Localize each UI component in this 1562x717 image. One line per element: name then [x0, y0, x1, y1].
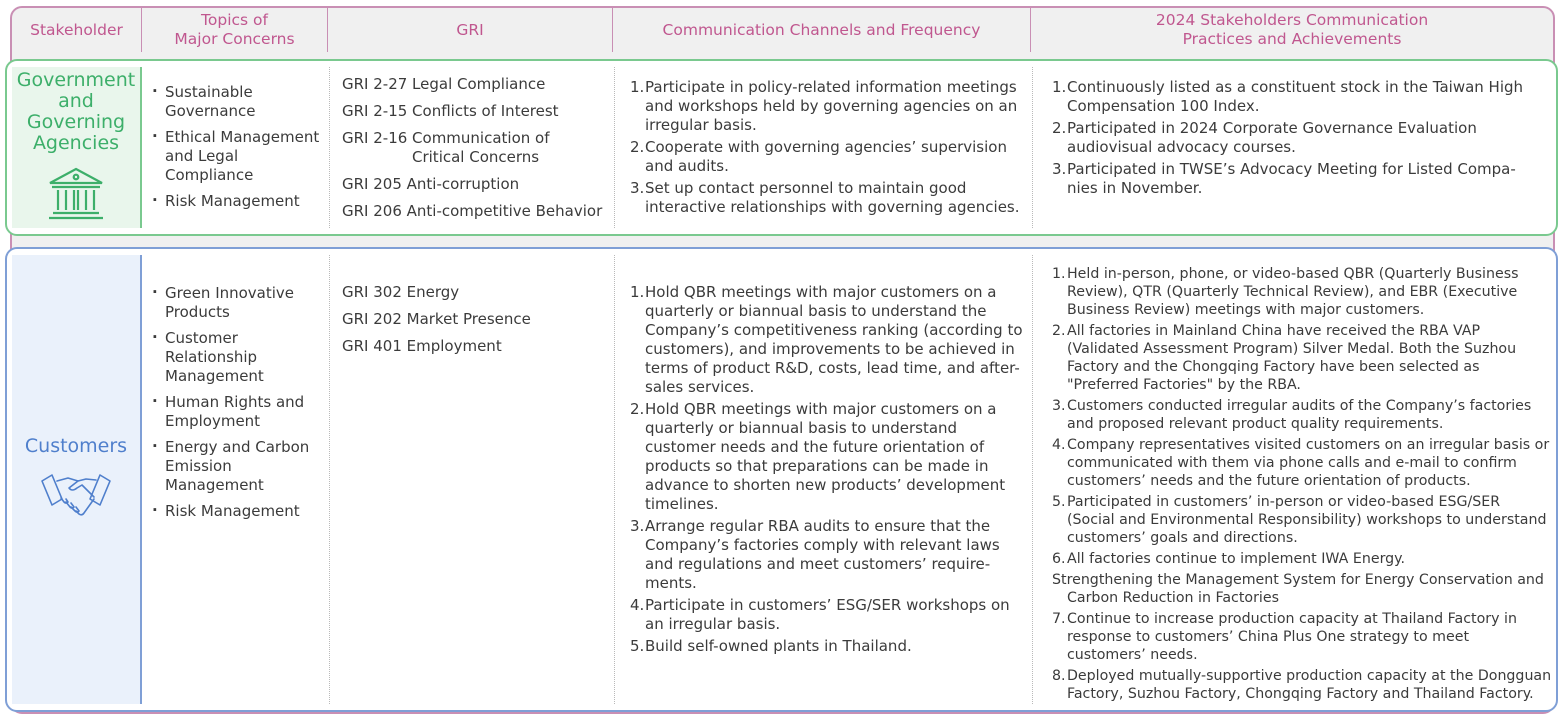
list-item: 2. Hold QBR meetings with major customers on a quarterly or biannual basis to understand customer needs and the future orientation of products so that preparations can be made in advance to shorten new products’ development timelines.	[630, 400, 1006, 513]
topic-item: · Risk Management	[152, 502, 327, 521]
list-item: 2. Cooperate with governing agencies’ supervision and audits.	[630, 138, 1007, 175]
gri-item: GRI 401 Employment	[342, 337, 502, 355]
government-stakeholder-cell	[12, 67, 142, 228]
gri-item: GRI 2-27 Legal Compliance	[342, 75, 546, 93]
topic-item: · Energy and Carbon Emission Management	[152, 438, 327, 495]
header-stakeholder: Stakeholder	[12, 8, 142, 52]
list-item: 3. Participated in TWSE’s Advocacy Meeting for Listed Compa-nies in November.	[1052, 160, 1516, 197]
government-building-icon	[46, 166, 106, 226]
list-item: 1. Hold QBR meetings with major customers on a quarterly or biannual basis to understand the Company’s competitiveness ranking (according to customers), and improvements to be achieved in terms of product R&D, costs, lead time, and after-sales services.	[630, 283, 1023, 396]
topic-item: · Human Rights and Employment	[152, 393, 327, 431]
list-item: 4. Company representatives visited customers on an irregular basis or communicated with them via phone calls and e-mail to confirm customers’ needs and the future orientation of products.	[1052, 437, 1550, 489]
list-item: 1. Held in-person, phone, or video-based QBR (Quarterly Business Review), QTR (Quarterly Technical Review), and EBR (Executive Business Review) meetings with major customers.	[1052, 266, 1519, 318]
list-item: 5. Build self-owned plants in Thailand.	[630, 637, 912, 655]
list-item: 6. All factories continue to implement IWA Energy.	[1052, 551, 1406, 567]
topic-item: · Risk Management	[152, 192, 327, 211]
header-channels: Communication Channels and Frequency	[613, 8, 1031, 52]
customers-gri	[342, 283, 612, 702]
handshake-icon	[40, 469, 112, 523]
government-channels	[630, 78, 1025, 226]
customers-stakeholder-cell	[12, 255, 142, 704]
table-header	[12, 8, 1553, 52]
topic-item: · Ethical Management and Legal Compliance	[152, 128, 327, 185]
customers-section	[5, 247, 1558, 712]
topic-item: · Sustainable Governance	[152, 83, 327, 121]
government-gri	[342, 75, 612, 226]
customers-achievements	[1052, 265, 1552, 702]
customers-topics	[152, 284, 327, 702]
government-stakeholder-name: Government and Governing Agencies	[16, 68, 136, 154]
gri-item: GRI 205 Anti-corruption	[342, 175, 520, 193]
government-section	[5, 59, 1558, 236]
list-item: 3. Arrange regular RBA audits to ensure that the Company’s factories comply with relevant laws and regulations and meet customers’ require-ments.	[630, 517, 1000, 592]
list-item: 4. Participate in customers’ ESG/SER workshops on an irregular basis.	[630, 596, 1010, 633]
customers-stakeholder-name: Customers	[24, 435, 128, 457]
gri-item: GRI 202 Market Presence	[342, 310, 531, 328]
gri-item: GRI 206 Anti-competitive Behavior	[342, 202, 603, 220]
topic-item: · Green Innovative Products	[152, 284, 327, 322]
header-topics: Topics of Major Concerns	[142, 8, 328, 52]
gri-item: GRI 302 Energy	[342, 283, 460, 301]
list-item: 7. Continue to increase production capacity at Thailand Factory in response to customers’ China Plus One strategy to meet customers’ needs.	[1052, 611, 1517, 663]
header-achievements: 2024 Stakeholders Communication Practices and Achievements	[1155, 11, 1429, 48]
list-item: 1. Participate in policy-related information meetings and workshops held by governing agencies on an irregular basis.	[630, 78, 1018, 134]
list-item: 3. Customers conducted irregular audits of the Company’s factories and proposed relevant product quality requirements.	[1052, 398, 1532, 432]
gri-item: GRI 2-15 Conflicts of Interest	[342, 102, 559, 120]
list-item: Strengthening the Management System for Energy Conservation and Carbon Reduction in Factories	[1052, 572, 1544, 606]
government-achievements	[1052, 78, 1527, 226]
gri-item: GRI 2-16 Communication of Critical Concerns	[342, 129, 550, 166]
topic-item: · Customer Relationship Management	[152, 329, 327, 386]
list-item: 1. Continuously listed as a constituent stock in the Taiwan High Compensation 100 Index.	[1052, 78, 1524, 115]
list-item: 5. Participated in customers’ in-person or video-based ESG/SER (Social and Environmental Responsibility) workshops to understand customers’ goals and directions.	[1052, 494, 1547, 546]
list-item: 8. Deployed mutually-supportive production capacity at the Dongguan Factory, Suzhou Factory, Chongqing Factory and Thailand Factory.	[1052, 668, 1552, 702]
list-item: 2. All factories in Mainland China have received the RBA VAP (Validated Assessment Program) Silver Medal. Both the Suzhou Factory and the Chongqing Factory have been selected as "Preferred Factories" by the RBA.	[1052, 323, 1517, 393]
list-item: 3. Set up contact personnel to maintain good interactive relationships with governing agencies.	[630, 179, 1020, 216]
list-item: 2. Participated in 2024 Corporate Governance Evaluation audiovisual advocacy courses.	[1052, 119, 1477, 156]
government-topics	[152, 83, 327, 226]
customers-channels	[630, 283, 1025, 702]
header-gri: GRI	[328, 8, 613, 52]
